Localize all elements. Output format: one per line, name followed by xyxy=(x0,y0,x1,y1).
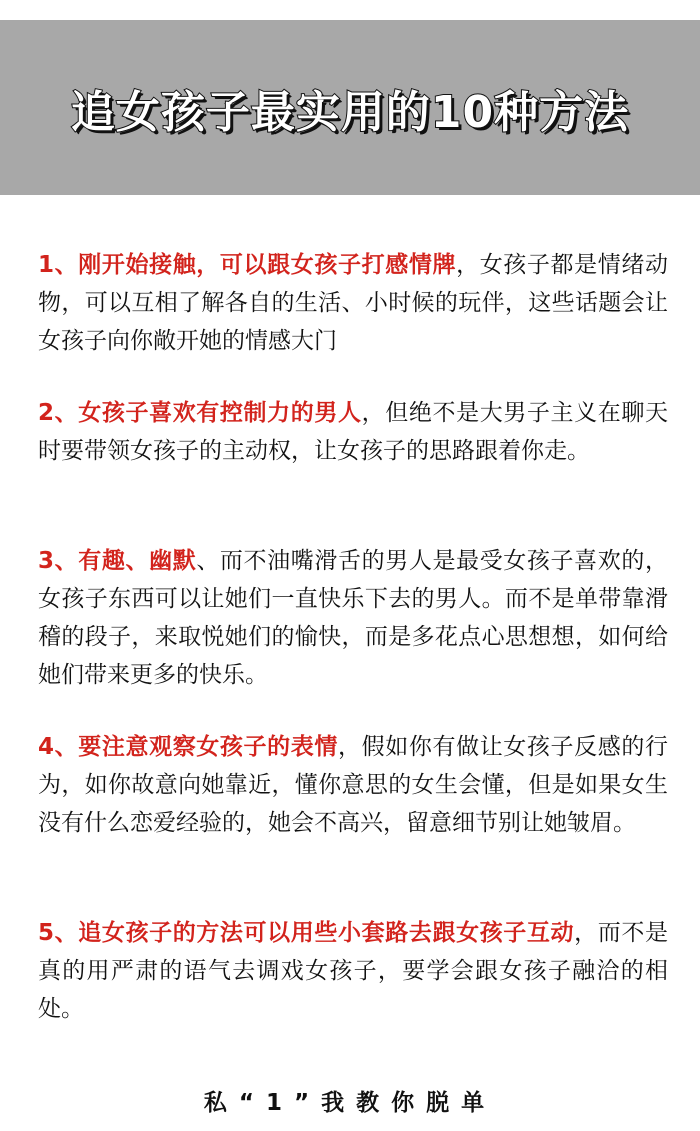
tip-1-lead: 1、刚开始接触，可以跟女孩子打感情牌 xyxy=(38,252,457,278)
tip-5-body: ，而不是真的用严肃的语气去调戏女孩子，要学会跟女孩子融洽的相处。 xyxy=(38,920,669,1022)
tip-4-lead: 4、要注意观察女孩子的表情 xyxy=(38,734,338,760)
tip-4-body: ，假如你有做让女孩子反感的行为，如你故意向她靠近，懂你意思的女生会懂，但是如果女生没有什么恋爱经验的，她会不高兴，留意细节别让她皱眉。 xyxy=(38,734,668,836)
tip-1-body: ，女孩子都是情绪动物，可以互相了解各自的生活、小时候的玩伴，这些话题会让女孩子向你敞开她的情感大门 xyxy=(38,252,668,354)
tip-2 xyxy=(38,394,668,470)
tip-2-lead: 2、女孩子喜欢有控制力的男人 xyxy=(38,400,362,426)
tip-3-body: 、而不油嘴滑舌的男人是最受女孩子喜欢的，女孩子东西可以让她们一直快乐下去的男人。而不是单带靠滑稽的段子，来取悦她们的愉快，而是多花点心思想想，如何给她们带来更多的快乐。 xyxy=(38,548,668,688)
header-banner xyxy=(0,20,700,195)
tip-3 xyxy=(38,542,668,694)
tip-5 xyxy=(38,914,668,1028)
tip-5-lead: 5、追女孩子的方法可以用些小套路去跟女孩子互动 xyxy=(38,920,575,946)
top-strip xyxy=(0,0,700,20)
tip-1 xyxy=(38,246,668,360)
page-title: 追女孩子最实用的10种方法 xyxy=(70,87,630,138)
tip-2-body: ，但绝不是大男子主义在聊天时要带领女孩子的主动权，让女孩子的思路跟着你走。 xyxy=(38,400,669,464)
footer-cta: 私“1”我教你脱单 xyxy=(203,1090,497,1116)
tip-3-lead: 3、有趣、幽默 xyxy=(38,548,197,574)
tip-4 xyxy=(38,728,668,842)
